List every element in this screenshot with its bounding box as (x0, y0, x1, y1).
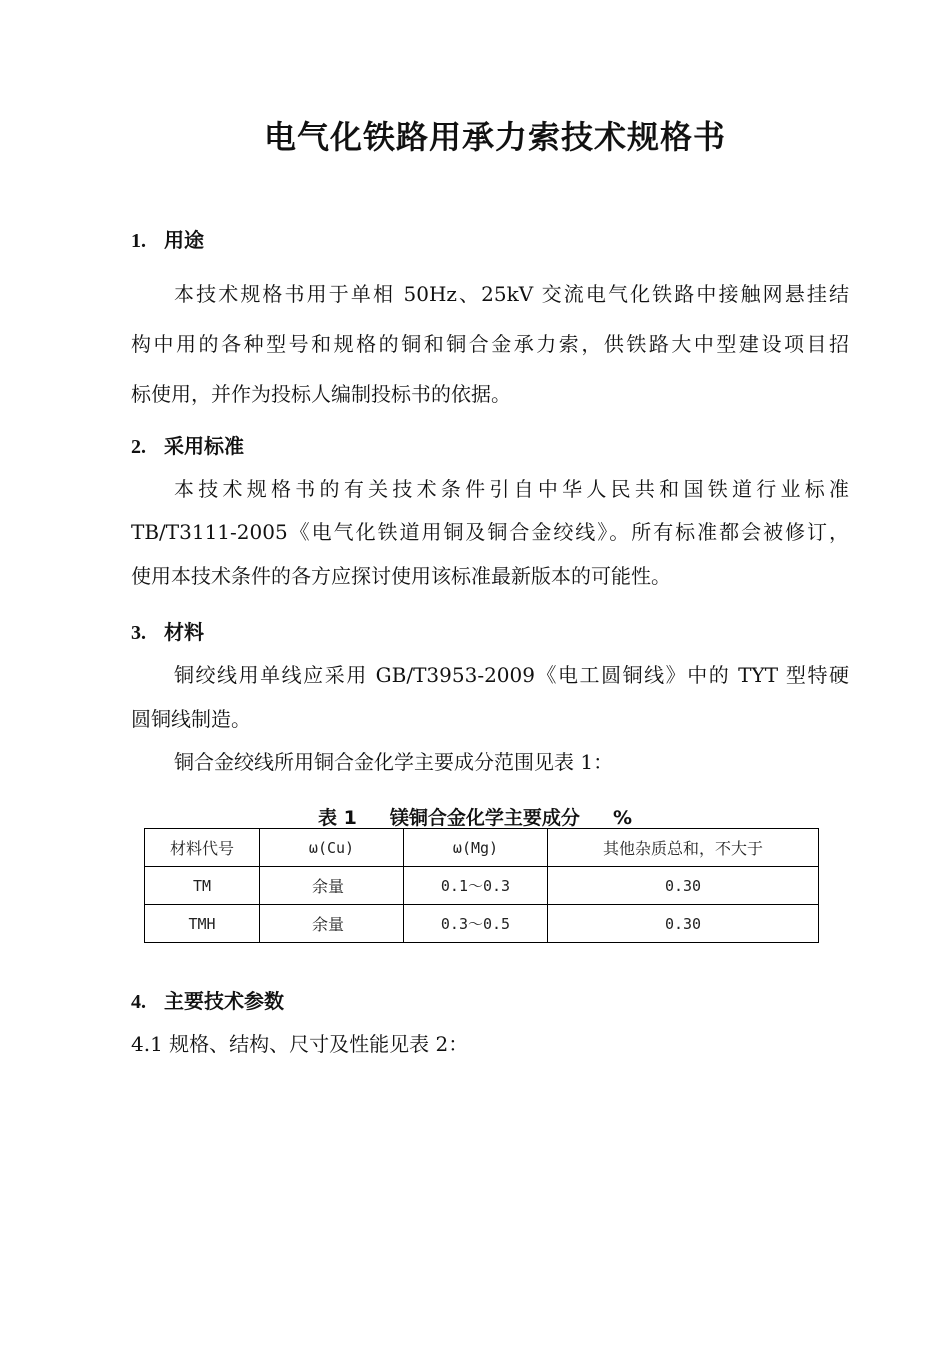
table-header-cell: ω(Mg) (404, 829, 548, 867)
section-number: 3. (131, 622, 146, 644)
table-cell: 0.30 (548, 867, 819, 905)
composition-table (144, 828, 819, 943)
table-header-cell: 其他杂质总和，不大于 (548, 829, 819, 867)
section-heading-1 (131, 224, 204, 253)
paragraph-line: 铜绞线用单线应采用 GB/T3953-2009《电工圆铜线》中的 TYT 型特硬 (174, 663, 849, 687)
table-cell: 余量 (260, 905, 404, 943)
table-header-cell: 材料代号 (145, 829, 260, 867)
section-heading-4 (131, 985, 284, 1014)
section-number: 4. (131, 991, 146, 1013)
paragraph-line: 圆铜线制造。 (131, 707, 251, 731)
table-row (145, 905, 819, 943)
section-number: 1. (131, 230, 146, 252)
paragraph-line: TB/T3111-2005《电气化铁道用铜及铜合金绞线》。所有标准都会被修订， (131, 520, 849, 544)
section-title: 用途 (163, 228, 204, 252)
paragraph-line: 标使用，并作为投标人编制投标书的依据。 (131, 382, 511, 406)
table-row (145, 867, 819, 905)
table-cell: 0.3～0.5 (404, 905, 548, 943)
section-heading-2 (131, 430, 244, 459)
section-number: 2. (131, 436, 146, 458)
table-cell: 余量 (260, 867, 404, 905)
paragraph-line: 本技术规格书的有关技术条件引自中华人民共和国铁道行业标准 (174, 477, 849, 501)
table-cell: 0.1～0.3 (404, 867, 548, 905)
section-title: 主要技术参数 (163, 989, 284, 1013)
paragraph-line: 4.1 规格、结构、尺寸及性能见表 2： (131, 1032, 469, 1056)
table-caption: 表 1 镁铜合金化学主要成分 % (317, 807, 633, 829)
section-title: 材料 (163, 620, 204, 644)
table-cell: TM (145, 867, 260, 905)
section-heading-3 (131, 616, 204, 645)
table-header-row (145, 829, 819, 867)
table-header-cell: ω(Cu) (260, 829, 404, 867)
table-cell: TMH (145, 905, 260, 943)
paragraph-line: 构中用的各种型号和规格的铜和铜合金承力索，供铁路大中型建设项目招 (131, 332, 849, 356)
paragraph-line: 使用本技术条件的各方应探讨使用该标准最新版本的可能性。 (131, 564, 671, 588)
paragraph-line: 本技术规格书用于单相 50Hz、25kV 交流电气化铁路中接触网悬挂结 (174, 282, 849, 306)
section-title: 采用标准 (163, 434, 244, 458)
table-cell: 0.30 (548, 905, 819, 943)
document-title: 电气化铁路用承力索技术规格书 (263, 118, 726, 156)
paragraph-line: 铜合金绞线所用铜合金化学主要成分范围见表 1： (174, 750, 614, 774)
